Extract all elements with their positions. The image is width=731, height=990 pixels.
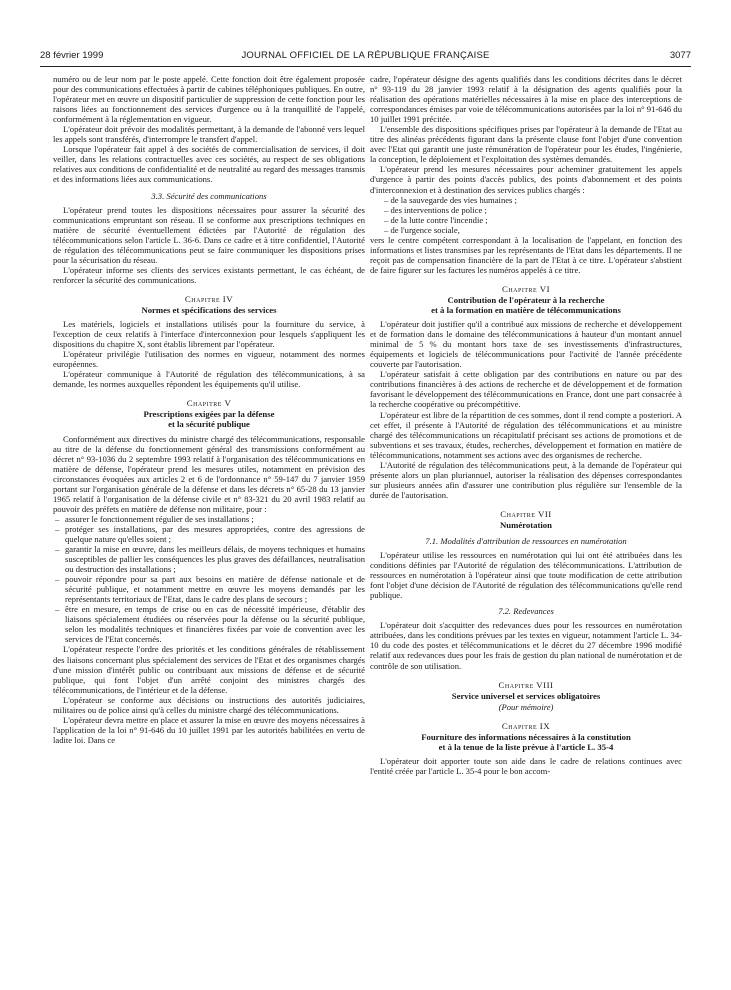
list-item: – assurer le fonctionnement régulier de ses installations ; — [65, 514, 365, 524]
chapter-title: Normes et spécifications des services — [141, 304, 277, 315]
left-column — [53, 74, 365, 745]
chapter-label: Chapitre V — [186, 398, 232, 409]
list-item: – protéger ses installations, par des mesures appropriées, contre des agressions de quelque nature qu'elles soient ; — [65, 524, 365, 544]
section-heading: 3.3. Sécurité des communications — [151, 190, 267, 201]
paragraph: L'opérateur doit apporter toute son aide dans le cadre de relations continues avec l'entité créée par l'article L. 35-4 pour le bon accom- — [370, 755, 682, 776]
chapter-title — [370, 295, 682, 315]
list-item: – garantir la mise en œuvre, dans les meilleurs délais, de moyens techniques et humains susceptibles de pallier les conséquences les plus graves des défaillances, neutralisation ou destruction des installations ; — [65, 544, 365, 574]
paragraph: L'opérateur communique à l'Autorité de régulation des télécommunications, à sa demande, les normes auxquelles répondent les équipements qu'il utilise. — [53, 369, 365, 390]
chapter-title-line: et la sécurité publique — [168, 419, 250, 430]
paragraph: L'opérateur doit prévoir des modalités permettant, à la demande de l'abonné vers lequel les appels sont transférés, d'interrompre le transfert d'appel. — [53, 124, 365, 145]
paragraph: L'opérateur doit s'acquitter des redevances dues pour les ressources en numérotation attribuées, dans les conditions prévues par les textes en vigueur, notamment l'article L. 34-10 du code des postes et télécommunications et le décret du 27 décembre 1996 modifié relatif aux redevances dues pour les frais de gestion du plan national de numérotation et de contrôle de son utilisation. — [370, 620, 682, 671]
paragraph: cadre, l'opérateur désigne des agents qualifiés dans les conditions décrites dans le décret n° 93-119 du 28 janvier 1993 relatif à la désignation des agents qualifiés pour la réalisation des opérations matérielles nécessaires à la mise en place des interceptions de correspondances émises par voie de télécommunications autorisées par la loi n° 91-646 du 10 juillet 1991 précitée. — [370, 74, 682, 125]
chapter-title — [53, 409, 365, 429]
chapter-label: Chapitre VII — [500, 508, 552, 519]
paragraph: L'opérateur prend les mesures nécessaires pour acheminer gratuitement les appels d'urgence à partir des points d'accès publics, des points d'abonnement et des points d'interconnexion et à destination des services publics chargés : — [370, 164, 682, 195]
list-item: – de l'urgence sociale, — [384, 225, 682, 235]
chapter-title-line: Contribution de l'opérateur à la recherche — [447, 294, 605, 305]
paragraph: L'opérateur est libre de la répartition de ces sommes, dont il rend compte a posteriori. A cet effet, il présente à l'Autorité de régulation des télécommunications et au ministre chargé des télécommunications un récapitulatif précisant ses actions de promotions et de subventions et ses travaux, études, recherches, développement et formation en matière de télécommunications, notamment ses actions avec des organismes de recherche. — [370, 409, 682, 460]
list-item: – être en mesure, en temps de crise ou en cas de nécessité impérieuse, d'établir des liaisons spécialement étudiées ou réservées pour la défense ou la sécurité publique, selon les modalités techniques et financières fixées par voie de convention avec les services de l'Etat concernés. — [65, 604, 365, 644]
paragraph: L'opérateur satisfait à cette obligation par des contributions en nature ou par des contributions financières à des actions de recherche et de développement et de formation favorisant le développement des télécommunications en France, dont une part consacrée à la recherche coopérative ou précompétitive. — [370, 369, 682, 410]
paragraph: L'opérateur respecte l'ordre des priorités et les conditions générales de rétablissement des liaisons concernant plus spécialement des services de l'Etat et des organismes chargés d'une mission d'intérêt public ou contribuant aux missions de défense et de sécurité publique, qui font l'objet d'un arrêté conjoint des ministres chargés des télécommunications, de l'intérieur et de la défense. — [53, 644, 365, 695]
section-heading: 7.2. Redevances — [498, 606, 554, 617]
paragraph: L'opérateur utilise les ressources en numérotation qui lui ont été attribuées dans les conditions définies par l'Autorité de régulation des télécommunications. L'attribution de ressources en numérotation à l'opérateur ainsi que toute modification de cette attribution font l'objet d'une décision de l'Autorité de régulation des télécommunications qu'elle rend publique. — [370, 550, 682, 601]
paragraph: Les matériels, logiciels et installations utilisés pour la fourniture du service, à l'exception de ceux relatifs à l'interface d'interconnexion pour lesquels s'appliquent les dispositions du chapitre X, sont établis librement par l'opérateur. — [53, 319, 365, 350]
paragraph: L'opérateur doit justifier qu'il a contribué aux missions de recherche et développement et de formation dans le domaine des télécommunications à hauteur d'un montant annuel minimal de 5 % du montant hors taxe de ses investissements d'infrastructures, équipements et logiciels de télécommunications pour l'activité de l'année précédente couverte par l'autorisation. — [370, 319, 682, 370]
page-number: 3077 — [669, 50, 691, 61]
paragraph: L'Autorité de régulation des télécommunications peut, à la demande de l'opérateur qui présente alors un plan pluriannuel, autoriser la réalisation des dépenses correspondantes sur plusieurs années afin d'assurer une contribution plus régulière sur l'ensemble de la durée de l'autorisation. — [370, 459, 682, 500]
paragraph: L'opérateur prend toutes les dispositions nécessaires pour assurer la sécurité des communications empruntant son réseau. Il se conforme aux prescriptions techniques en matière de sécurité éventuellement édictées par l'Autorité de régulation des télécommunications selon l'article L. 36-6. Dans ce cadre et à titre confidentiel, l'Autorité de régulation des télécommunications peut se faire communiquer les dispositions prises pour la sécurisation du réseau. — [53, 204, 365, 265]
paragraph: Lorsque l'opérateur fait appel à des sociétés de commercialisation de services, il doit veiller, dans les relations contractuelles avec ces sociétés, au respect de ses obligations relatives aux conditions de confidentialité et de neutralité au regard des messages transmis et des informations liées aux communications. — [53, 144, 365, 185]
section-heading: 7.1. Modalités d'attribution de ressources en numérotation — [425, 536, 627, 547]
paragraph: L'opérateur devra mettre en place et assurer la mise en œuvre des moyens nécessaires à l'application de la loi n° 91-646 du 10 juillet 1991 par les autorités habilitées en vertu de ladite loi. Dans ce — [53, 714, 365, 745]
paragraph: L'opérateur se conforme aux décisions ou instructions des autorités judiciaires, militaires ou de police ainsi qu'à celles du ministre chargé des télécommunications. — [53, 694, 365, 715]
chapter-title: Service universel et services obligatoires — [451, 690, 601, 701]
chapter-title: Numérotation — [500, 519, 552, 530]
paragraph: numéro ou de leur nom par le poste appelé. Cette fonction doit être également proposée pour des communications effectuées à partir de cabines téléphoniques publiques. En outre, l'opérateur met en œuvre un dispositif particulier de suppression de cette fonction pour les raisons liées au fonctionnement des services d'urgence ou à la tranquillité de l'appelé, conformément à la réglementation en vigueur. — [53, 74, 365, 125]
list-item: – des interventions de police ; — [384, 205, 682, 215]
paragraph: L'opérateur privilégie l'utilisation des normes en vigueur, notamment des normes européennes. — [53, 349, 365, 370]
paragraph: L'ensemble des dispositions spécifiques prises par l'opérateur à la demande de l'Etat au titre des alinéas précédents figurant dans la présente clause font l'objet d'une convention avec l'Etat qui garantit une juste rémunération de l'opérateur pour les études, l'ingénierie, la conception, le déploiement et l'exploitation des systèmes demandés. — [370, 124, 682, 165]
emergency-list — [370, 195, 682, 235]
paragraph: vers le centre compétent correspondant à la localisation de l'appelant, en fonction des informations et listes transmises par les représentants de l'Etat dans les départements. Il ne reçoit pas de compensation financière de la part de l'Etat à ce titre. L'opérateur s'abstient de faire figurer sur les factures les numéros appelés à ce titre. — [370, 234, 682, 275]
chapter-label: Chapitre IV — [184, 293, 234, 304]
chapter-title — [370, 732, 682, 752]
publication-date: 28 février 1999 — [40, 50, 104, 61]
chapter-title-line: et à la formation en matière de télécommunications — [431, 305, 621, 316]
list-item: – de la sauvegarde des vies humaines ; — [384, 195, 682, 205]
chapter-label: Chapitre VI — [501, 283, 551, 294]
paragraph: L'opérateur informe ses clients des services existants permettant, le cas échéant, de renforcer la sécurité des communications. — [53, 264, 365, 285]
defense-list — [53, 514, 365, 645]
list-item: – de la lutte contre l'incendie ; — [384, 215, 682, 225]
chapter-title-line: Prescriptions exigées par la défense — [143, 409, 275, 420]
chapter-label: Chapitre VIII — [498, 679, 554, 690]
chapter-title-line: Fourniture des informations nécessaires à la constitution — [421, 731, 631, 742]
list-item: – pouvoir répondre pour sa part aux besoins en matière de défense nationale et de sécurité publique, et notamment mettre en œuvre les moyens demandés par les représentants territoriaux de l'Etat, dans le cadre des plans de secours ; — [65, 574, 365, 604]
page-header — [40, 50, 691, 64]
chapter-subtitle: (Pour mémoire) — [498, 701, 554, 712]
header-rule — [40, 66, 691, 67]
right-column — [370, 74, 682, 776]
chapter-title-line: et à la tenue de la liste prévue à l'article L. 35-4 — [438, 741, 614, 752]
journal-title: JOURNAL OFFICIEL DE LA RÉPUBLIQUE FRANÇAISE — [241, 50, 490, 61]
chapter-label: Chapitre IX — [501, 720, 551, 731]
paragraph: Conformément aux directives du ministre chargé des télécommunications, responsable au titre de la défense du fonctionnement général des transmissions conformément au décret n° 93-1036 du 2 septembre 1993 relatif à l'organisation des télécommunications en matière de défense, l'opérateur prend les mesures utiles, notamment en prévision des circonstances évoquées aux articles 2 et 6 de l'ordonnance n° 59-147 du 7 janvier 1959 portant sur l'organisation générale de la défense et dans les décrets n° 65-28 du 13 janvier 1965 relatif à l'organisation de la défense civile et n° 83-321 du 20 avril 1983 relatif au pouvoir des préfets en matière de défense non militaire, pour : — [53, 433, 365, 514]
